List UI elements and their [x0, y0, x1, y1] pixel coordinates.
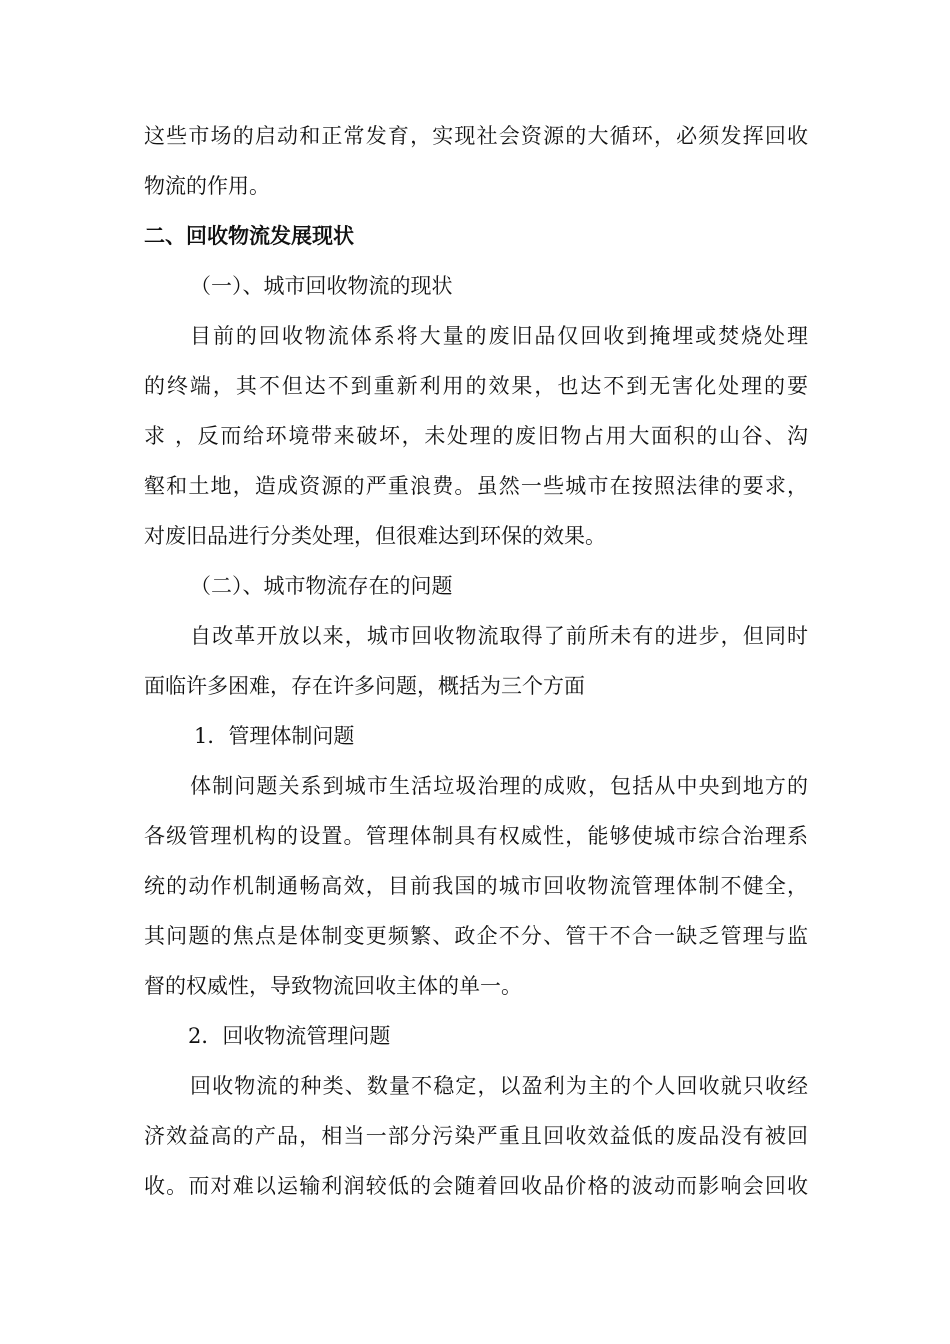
paragraph-line: 面临许多困难，存在许多问题，概括为三个方面 [144, 674, 585, 698]
paragraph-line: 收。而对难以运输利润较低的会随着回收品价格的波动而影响会回收 [144, 1174, 808, 1198]
paragraph-line: 这些市场的启动和正常发育，实现社会资源的大循环，必须发挥回收 [144, 124, 808, 148]
paragraph-line: 目前的回收物流体系将大量的废旧品仅回收到掩埋或焚烧处理 [190, 324, 808, 348]
paragraph-line: 的终端，其不但达不到重新利用的效果，也达不到无害化处理的要 [144, 374, 808, 398]
paragraph-line: 对废旧品进行分类处理，但很难达到环保的效果。 [144, 524, 606, 548]
paragraph-line: 济效益高的产品，相当一部分污染严重且回收效益低的废品没有被回 [144, 1124, 808, 1148]
paragraph-line: 回收物流的种类、数量不稳定，以盈利为主的个人回收就只收经 [190, 1074, 808, 1098]
paragraph-line: 壑和土地，造成资源的严重浪费。虽然一些城市在按照法律的要求， [144, 474, 808, 498]
paragraph-line: 物流的作用。 [144, 174, 270, 198]
paragraph-line: 自改革开放以来，城市回收物流取得了前所未有的进步，但同时 [190, 624, 808, 648]
paragraph-line: 各级管理机构的设置。管理体制具有权威性，能够使城市综合治理系 [144, 824, 808, 848]
numbered-heading: 2．回收物流管理问题 [188, 1024, 391, 1048]
section-heading: 二、回收物流发展现状 [144, 224, 354, 248]
paragraph-line: 求 ，反而给环境带来破坏，未处理的废旧物占用大面积的山谷、沟 [144, 424, 808, 448]
paragraph-line: 督的权威性，导致物流回收主体的单一。 [144, 974, 522, 998]
paragraph-line: 其问题的焦点是体制变更频繁、政企不分、管干不合一缺乏管理与监 [144, 924, 808, 948]
paragraph-line: 统的动作机制通畅高效，目前我国的城市回收物流管理体制不健全， [144, 874, 808, 898]
subsection-heading: （二）、城市物流存在的问题 [190, 574, 453, 598]
subsection-heading: （一）、城市回收物流的现状 [190, 274, 453, 298]
paragraph-line: 体制问题关系到城市生活垃圾治理的成败，包括从中央到地方的 [190, 774, 808, 798]
numbered-heading: 1．管理体制问题 [194, 724, 355, 748]
